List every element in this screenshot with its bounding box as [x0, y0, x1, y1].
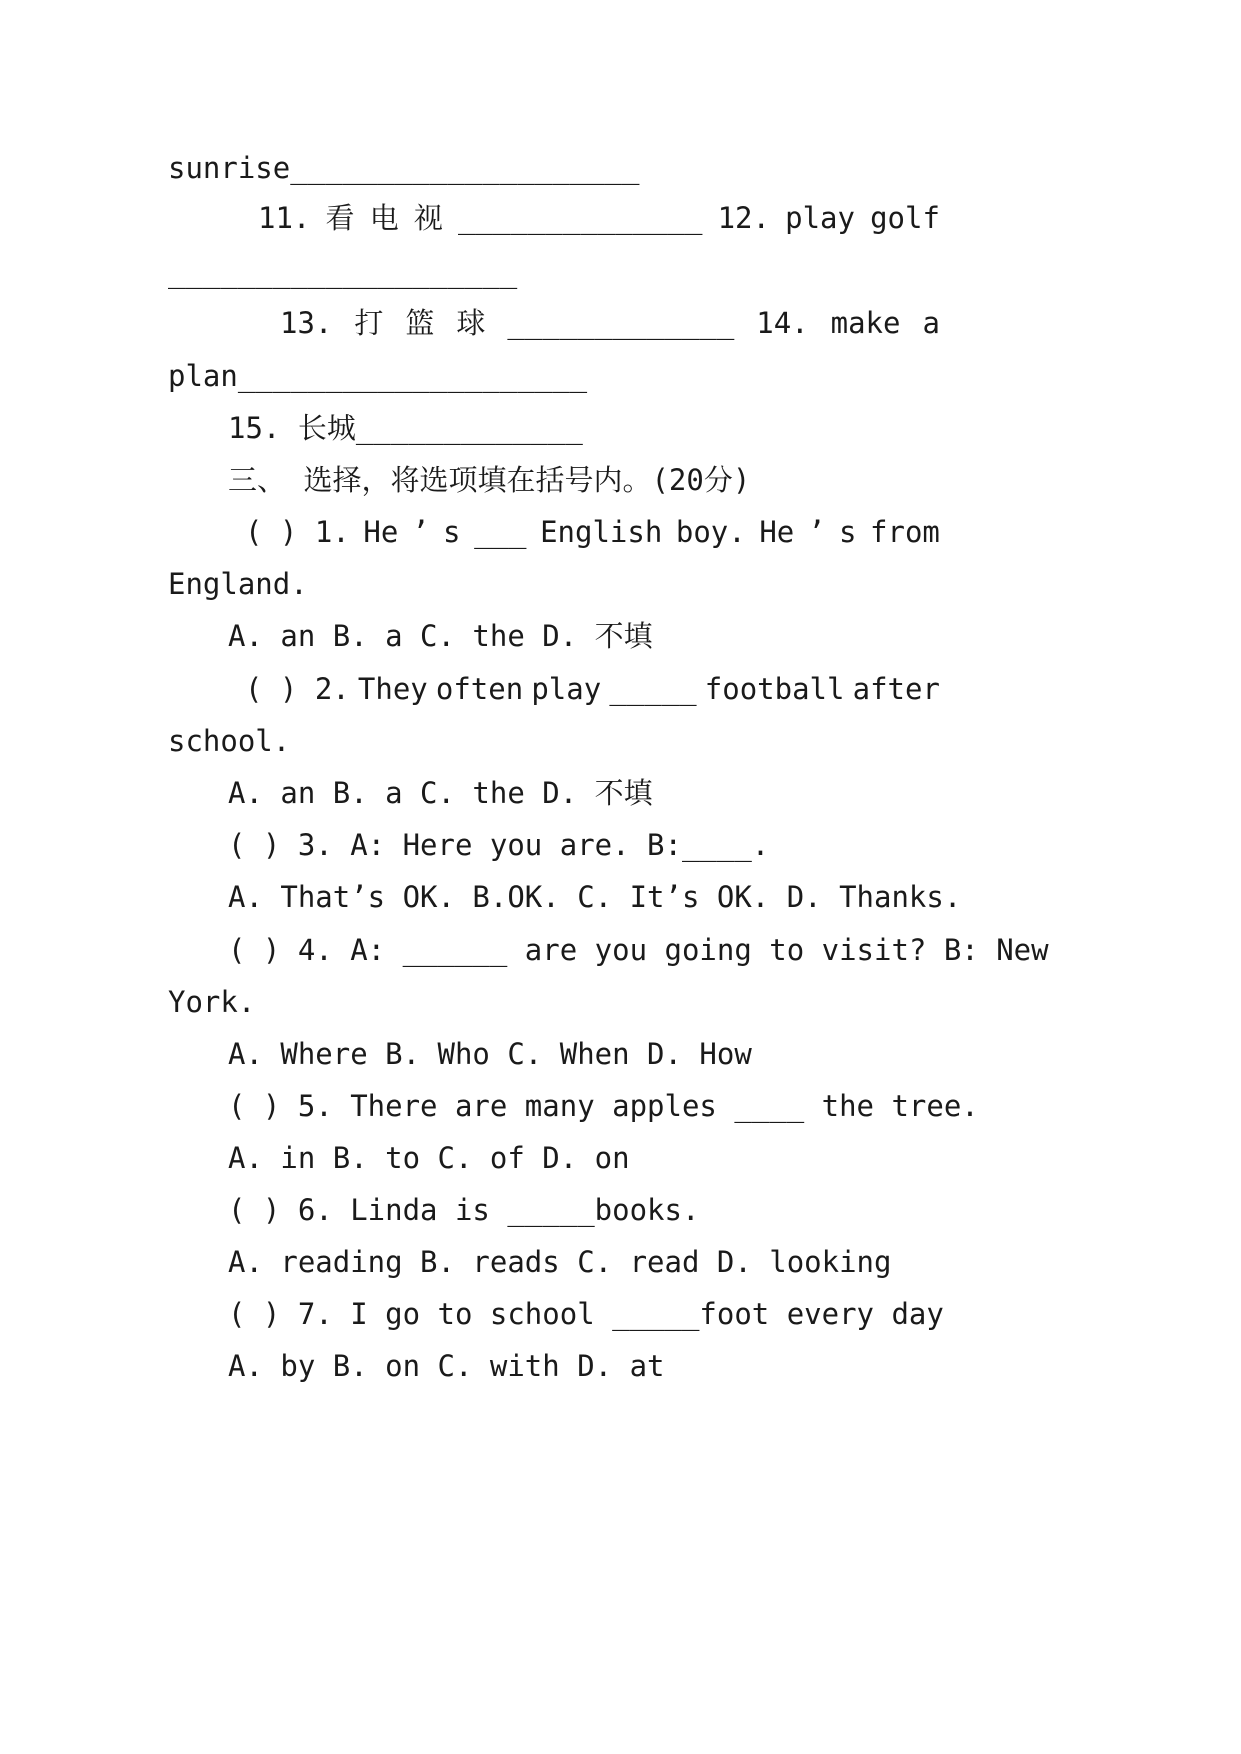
word: football [704, 672, 845, 706]
question-number: ( ) 1. [245, 515, 350, 549]
word: 看 [325, 201, 355, 235]
text-line: school. [168, 724, 291, 758]
word: They [357, 672, 428, 706]
text-line [258, 198, 940, 238]
word: 视 [413, 201, 443, 235]
word: play [531, 672, 602, 706]
answer-options: A. an B. a C. the D. 不填 [228, 619, 653, 653]
section-heading: 三、 选择，将选项填在括号内。(20分) [228, 463, 751, 497]
word: He [363, 515, 399, 549]
text-line: York. [168, 985, 256, 1019]
text-line: 15. 长城_____________ [228, 411, 583, 445]
text-line: sunrise____________________ [168, 151, 640, 185]
text-line: England. [168, 567, 308, 601]
word: ’ [807, 515, 826, 549]
word: s [838, 515, 857, 549]
word: 球 [456, 306, 486, 340]
word: boy. [675, 515, 746, 549]
question-number: 13. [280, 306, 333, 340]
question-line [245, 512, 940, 552]
word: from [870, 515, 940, 549]
word: 打 [354, 306, 384, 340]
answer-blank: _____ [609, 672, 697, 706]
question-line [245, 669, 940, 709]
question-number: 11. [258, 201, 311, 235]
text-line [280, 303, 940, 343]
answer-options: A. Where B. Who C. When D. How [228, 1037, 752, 1071]
question-number: 12. [717, 201, 770, 235]
answer-blank: ______________ [458, 201, 703, 235]
word: 电 [369, 201, 399, 235]
word: s [442, 515, 461, 549]
question-line: ( ) 4. A: ______ are you going to visit? B: New [228, 933, 1049, 967]
answer-options: A. That’s OK. B.OK. C. It’s OK. D. Thanks. [228, 880, 962, 914]
answer-blank: ____________________ [168, 255, 518, 289]
answer-options: A. by B. on C. with D. at [228, 1349, 665, 1383]
question-line: ( ) 7. I go to school _____foot every day [228, 1297, 944, 1331]
answer-blank: _____________ [507, 306, 735, 340]
word: English [540, 515, 663, 549]
word: play [785, 201, 855, 235]
text-line: plan____________________ [168, 359, 588, 393]
answer-options: A. an B. a C. the D. 不填 [228, 776, 653, 810]
question-line: ( ) 6. Linda is _____books. [228, 1193, 700, 1227]
answer-options: A. reading B. reads C. read D. looking [228, 1245, 892, 1279]
question-number: ( ) 2. [245, 672, 350, 706]
answer-blank: ___ [474, 515, 527, 549]
word: make [830, 306, 901, 340]
word: a [922, 306, 940, 340]
word: golf [870, 201, 940, 235]
question-line: ( ) 3. A: Here you are. B:____. [228, 828, 770, 862]
answer-options: A. in B. to C. of D. on [228, 1141, 630, 1175]
word: ’ [411, 515, 430, 549]
word: after [852, 672, 940, 706]
word: 篮 [405, 306, 435, 340]
word: He [759, 515, 795, 549]
question-number: 14. [756, 306, 809, 340]
question-line: ( ) 5. There are many apples ____ the tree. [228, 1089, 979, 1123]
word: often [435, 672, 524, 706]
